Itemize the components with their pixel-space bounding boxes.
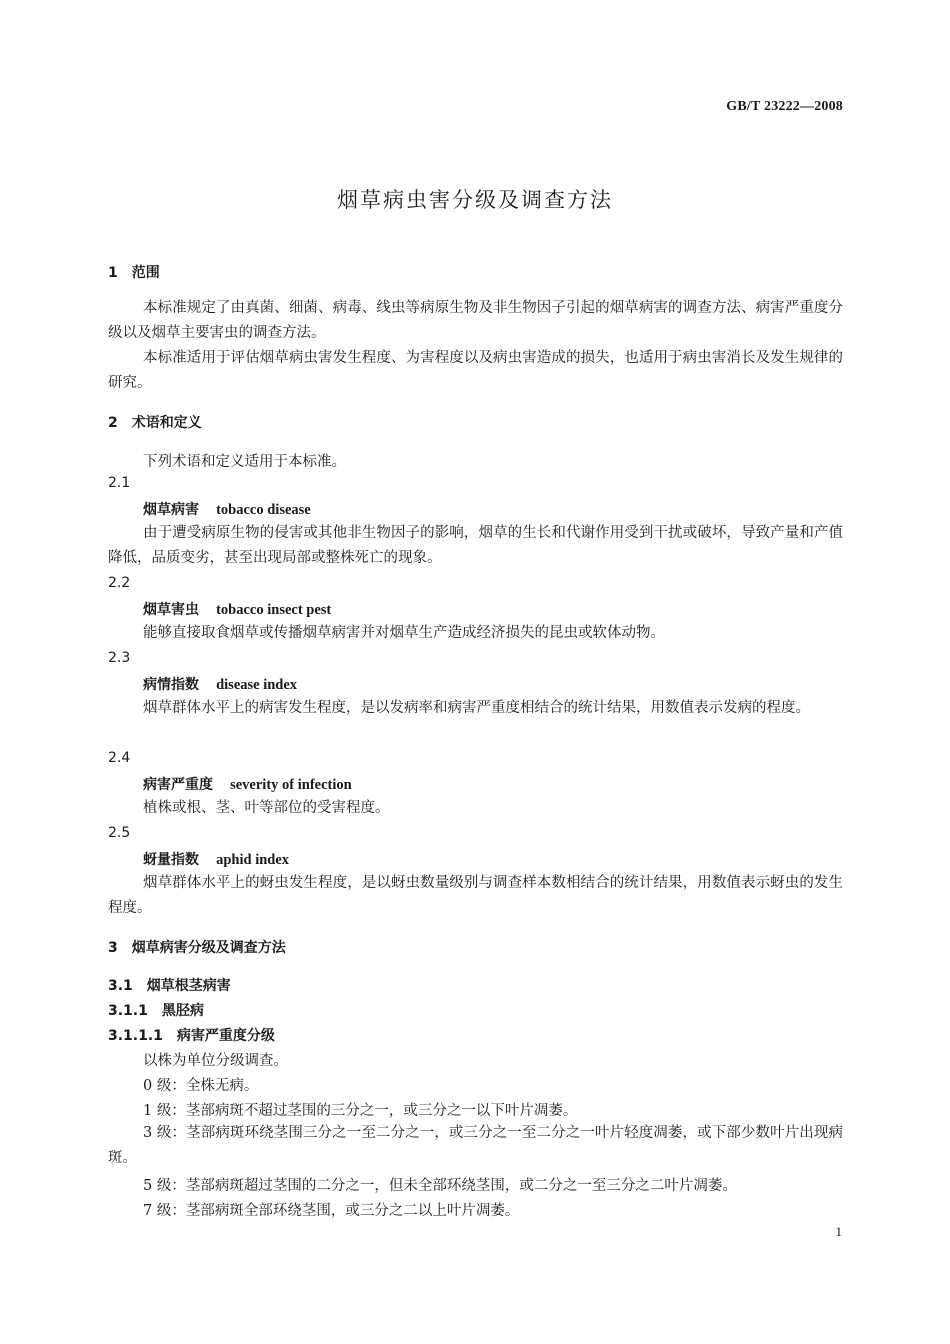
subsection-3-1-1-heading: 3.1.1 黑胫病 — [108, 1003, 204, 1019]
term-en: tobacco disease — [216, 502, 311, 518]
grade-item: 3 级：茎部病斑环绕茎围三分之一至二分之一，或三分之一至二分之一叶片轻度凋萎，或下部少数叶片出现病斑。 — [108, 1125, 843, 1166]
term-number: 2.2 — [108, 575, 131, 591]
term-number: 2.3 — [108, 650, 131, 666]
term-en: disease index — [216, 677, 298, 693]
subsection-3-1-1-1-heading: 3.1.1.1 病害严重度分级 — [108, 1028, 275, 1044]
grade-item: 1 级：茎部病斑不超过茎围的三分之一，或三分之一以下叶片凋萎。 — [143, 1103, 578, 1119]
page-number: 1 — [835, 1224, 842, 1239]
term-title — [143, 774, 352, 794]
grade-item: 5 级：茎部病斑超过茎围的二分之一，但未全部环绕茎围，或二分之一至三分之二叶片凋萎。 — [143, 1178, 737, 1194]
term-definition: 烟草群体水平上的病害发生程度，是以发病率和病害严重度相结合的统计结果，用数值表示发病的程度。 — [143, 700, 810, 716]
term-title — [143, 674, 297, 694]
grade-item: 0 级：全株无病。 — [143, 1078, 259, 1094]
grading-intro: 以株为单位分级调查。 — [143, 1053, 288, 1069]
subsection-3-1-heading: 3.1 烟草根茎病害 — [108, 978, 231, 994]
grade-item: 7 级：茎部病斑全部环绕茎围，或三分之二以上叶片凋萎。 — [143, 1203, 520, 1219]
term-definition: 能够直接取食烟草或传播烟草病害并对烟草生产造成经济损失的昆虫或软体动物。 — [143, 625, 665, 641]
term-zh: 病害严重度 — [143, 777, 213, 793]
page-title: 烟草病虫害分级及调查方法 — [337, 188, 613, 212]
section-1-heading: 1 范围 — [108, 265, 160, 281]
term-definition: 由于遭受病原生物的侵害或其他非生物因子的影响，烟草的生长和代谢作用受到干扰或破坏，导致产量和产值降低，品质变劣，甚至出现局部或整株死亡的现象。 — [108, 525, 843, 566]
term-title — [143, 849, 289, 869]
term-en: tobacco insect pest — [216, 602, 332, 618]
term-definition: 植株或根、茎、叶等部位的受害程度。 — [143, 800, 390, 816]
term-en: aphid index — [216, 852, 290, 868]
term-number: 2.4 — [108, 750, 131, 766]
term-definition: 烟草群体水平上的蚜虫发生程度，是以蚜虫数量级别与调查样本数相结合的统计结果，用数值表示蚜虫的发生程度。 — [108, 875, 843, 916]
term-title — [143, 599, 331, 619]
section-1-paragraph-2: 本标准适用于评估烟草病虫害发生程度、为害程度以及病虫害造成的损失，也适用于病虫害消长及发生规律的研究。 — [108, 350, 843, 391]
term-number: 2.1 — [108, 475, 131, 491]
section-3-heading: 3 烟草病害分级及调查方法 — [108, 940, 286, 956]
section-2-heading: 2 术语和定义 — [108, 415, 202, 431]
term-zh: 烟草害虫 — [143, 602, 199, 618]
standard-code: GB/T 23222—2008 — [726, 99, 843, 114]
term-title — [143, 499, 311, 519]
term-en: severity of infection — [230, 777, 352, 793]
term-zh: 烟草病害 — [143, 502, 199, 518]
section-2-intro: 下列术语和定义适用于本标准。 — [143, 454, 346, 470]
term-zh: 病情指数 — [143, 677, 199, 693]
term-number: 2.5 — [108, 825, 131, 841]
term-zh: 蚜量指数 — [143, 852, 199, 868]
section-1-paragraph-1: 本标准规定了由真菌、细菌、病毒、线虫等病原生物及非生物因子引起的烟草病害的调查方法、病害严重度分级以及烟草主要害虫的调查方法。 — [108, 300, 843, 341]
